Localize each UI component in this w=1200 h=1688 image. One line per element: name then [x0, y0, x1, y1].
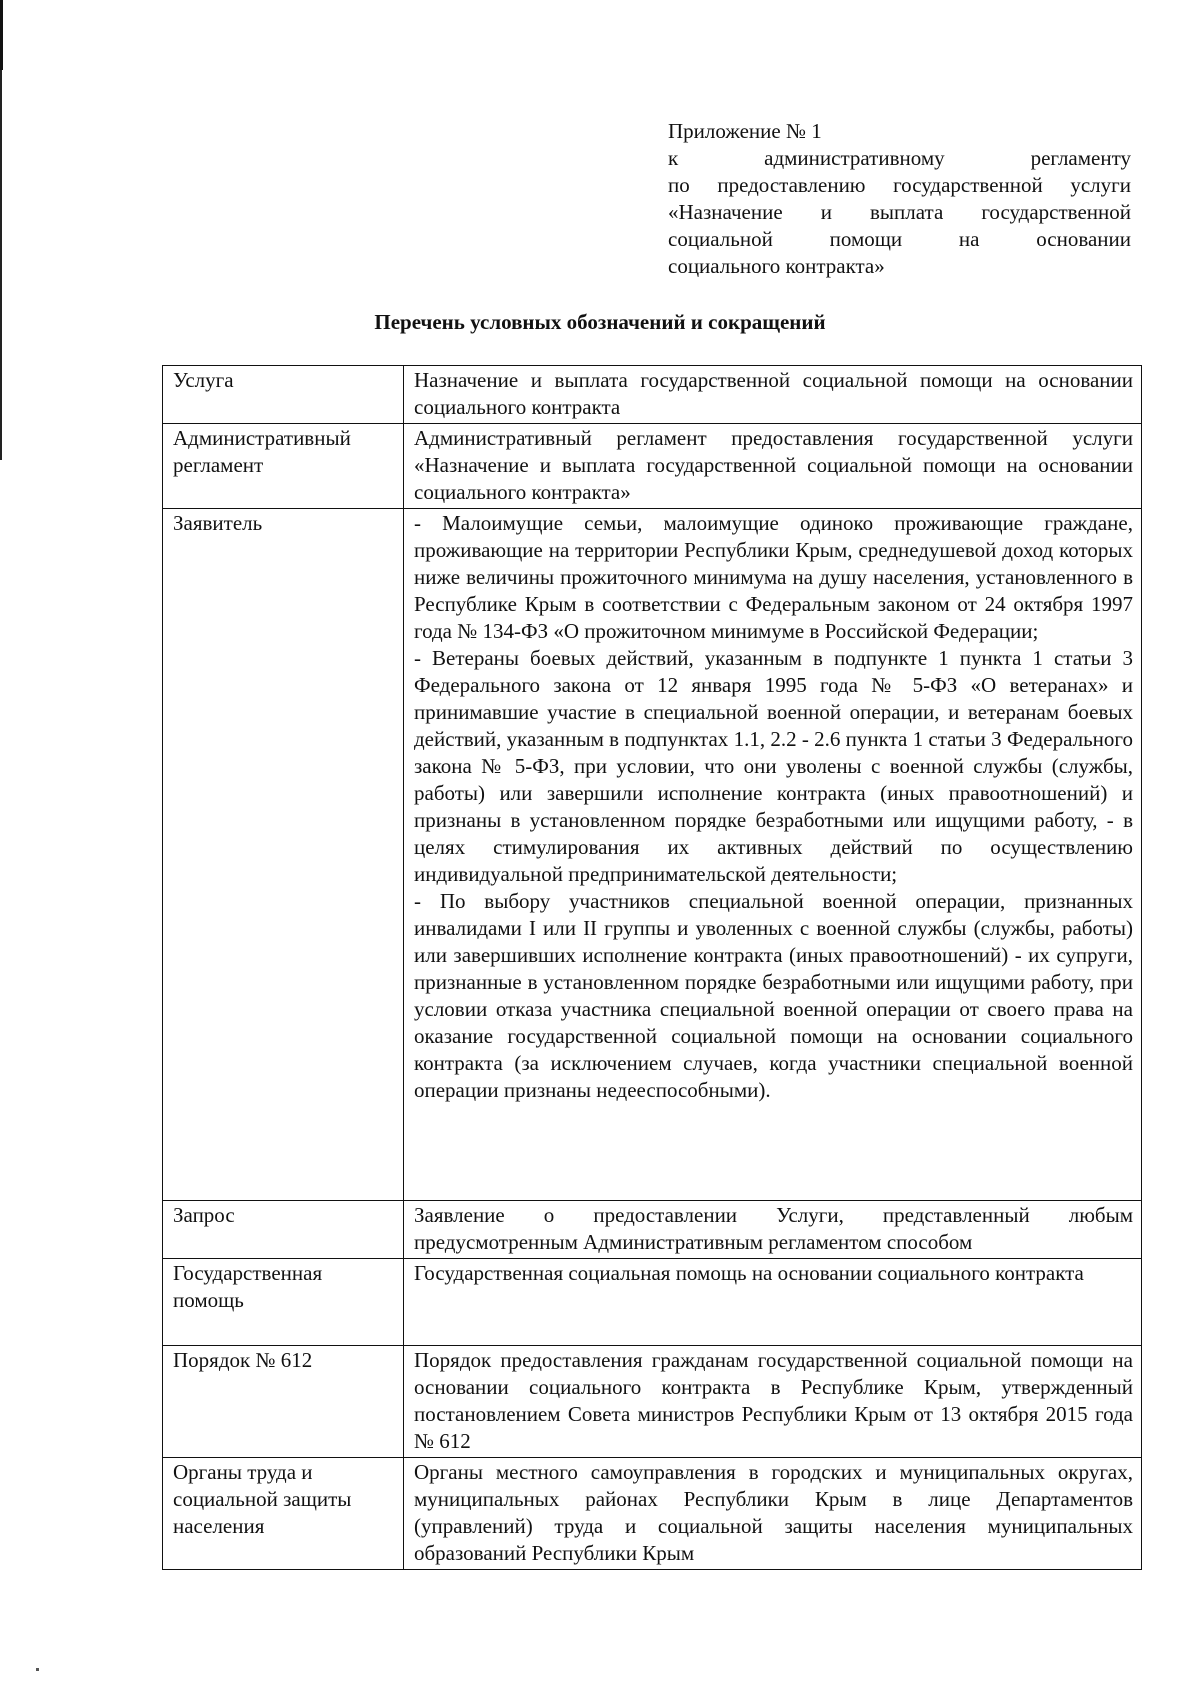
- document-title: Перечень условных обозначений и сокращений: [374, 310, 826, 334]
- table-row: [163, 1346, 1142, 1458]
- scan-speck: [36, 1668, 39, 1671]
- appendix-line: Приложение № 1: [668, 119, 822, 143]
- appendix-line: к административному регламенту: [668, 146, 1131, 170]
- table-row: [163, 424, 1142, 509]
- appendix-line: социальной помощи на основании: [668, 227, 1131, 251]
- definition-cell: [404, 366, 1142, 424]
- definition-cell: [404, 509, 1142, 1201]
- appendix-line: «Назначение и выплата государственной: [668, 200, 1131, 224]
- definition-cell: [404, 1259, 1142, 1346]
- definition-cell: [404, 1346, 1142, 1458]
- term-cell: Органы труда и социальной защиты населения: [163, 1458, 404, 1570]
- table-row: [163, 366, 1142, 424]
- definition-cell: [404, 1201, 1142, 1259]
- definition-text: - Ветераны боевых действий, указанным в подпункте 1 пункта 1 статьи 3 Федерального закона от 12 января 1995 года № 5-ФЗ «О ветеранах» и принимавшие участие в специальной военной операции, и ветеранам боевых действий, указанным в подпунктах 1.1, 2.2 - 2.6 пункта 1 статьи 3 Федерального закона № 5-ФЗ, при условии, что они уволены с военной службы (службы, работы) или завершили исполнение контракта (иных правоотношений) и признаны в установленном порядке безработными или ищущими работу, - в целях стимулирования их активных действий по осуществлению индивидуальной предпринимательской деятельности;: [414, 646, 1133, 886]
- definition-text: Назначение и выплата государственной социальной помощи на основании социального контракта: [414, 368, 1133, 419]
- definition-text: Порядок предоставления гражданам государственной социальной помощи на основании социального контракта в Республике Крым, утвержденный постановлением Совета министров Республики Крым от 13 октября 2015 года № 612: [414, 1348, 1133, 1453]
- term-cell: Административный регламент: [163, 424, 404, 509]
- term-cell: Государственная помощь: [163, 1259, 404, 1346]
- definition-text: Заявление о предоставлении Услуги, представленный любым предусмотренным Административным регламентом способом: [414, 1203, 1133, 1254]
- table-row: [163, 1201, 1142, 1259]
- scan-edge-mark: [0, 0, 3, 70]
- term-cell: Порядок № 612: [163, 1346, 404, 1458]
- appendix-line: социального контракта»: [668, 254, 885, 278]
- table-row: [163, 1259, 1142, 1346]
- term-cell: Услуга: [163, 366, 404, 424]
- term-cell: Заявитель: [163, 509, 404, 1201]
- table-row: [163, 1458, 1142, 1570]
- definition-cell: [404, 1458, 1142, 1570]
- appendix-line: по предоставлению государственной услуги: [668, 173, 1131, 197]
- table-row: [163, 509, 1142, 1201]
- definition-text: Органы местного самоуправления в городских и муниципальных округах, муниципальных районах Республики Крым в лице Департаментов (управлений) труда и социальной защиты населения муниципальных образований Республики Крым: [414, 1460, 1133, 1565]
- scan-edge-mark: [0, 70, 2, 460]
- definition-text: - По выбору участников специальной военной операции, признанных инвалидами I или II группы и уволенных с военной службы (службы, работы) или завершивших исполнение контракта (иных правоотношений) - их супруги, признанные в установленном порядке безработными или ищущими работу, при условии отказа участника специальной военной операции от своего права на оказание государственной социальной помощи на основании социального контракта (за исключением случаев, когда участники специальной военной операции признаны недееспособными).: [414, 889, 1133, 1102]
- definition-text: - Малоимущие семьи, малоимущие одиноко проживающие граждане, проживающие на территории Республики Крым, среднедушевой доход которых ниже величины прожиточного минимума на душу населения, установленного в Республике Крым в соответствии с Федеральным законом от 24 октября 1997 года № 134-ФЗ «О прожиточном минимуме в Российской Федерации;: [414, 511, 1133, 643]
- appendix-header: [668, 118, 1131, 280]
- definition-text: Административный регламент предоставления государственной услуги «Назначение и выплата государственной социальной помощи на основании социального контракта»: [414, 426, 1133, 504]
- abbreviations-table: [162, 365, 1142, 1570]
- term-cell: Запрос: [163, 1201, 404, 1259]
- definition-text: Государственная социальная помощь на основании социального контракта: [414, 1261, 1084, 1285]
- definition-cell: [404, 424, 1142, 509]
